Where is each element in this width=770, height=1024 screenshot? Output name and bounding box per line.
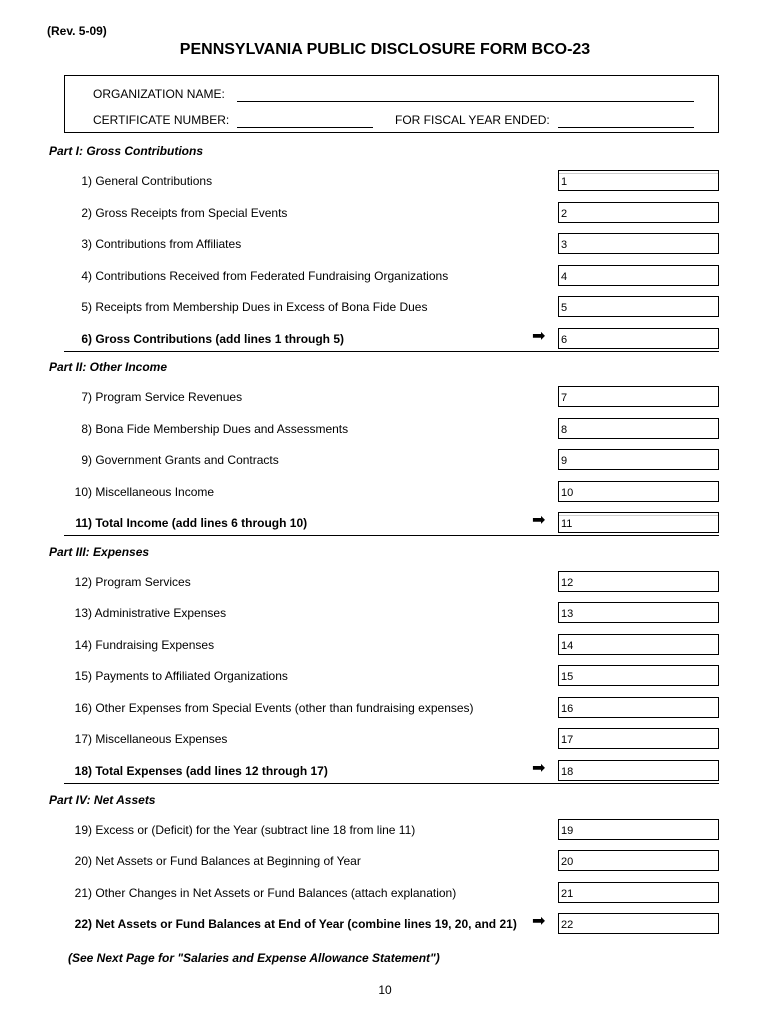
line-17-amount-field[interactable]: 17 xyxy=(558,728,719,749)
line-15-row xyxy=(0,665,770,687)
fiscal-year-field[interactable] xyxy=(558,114,694,128)
next-page-note: (See Next Page for "Salaries and Expense Allowance Statement") xyxy=(68,951,440,965)
line-5-amount-field[interactable]: 5 xyxy=(558,296,719,317)
organization-info-box xyxy=(64,75,719,133)
line-number: 19) xyxy=(74,823,92,837)
line-14-amount-field[interactable]: 14 xyxy=(558,634,719,655)
line-3-row xyxy=(0,233,770,255)
fiscal-year-label: FOR FISCAL YEAR ENDED: xyxy=(395,113,550,127)
line-14-row xyxy=(0,634,770,656)
line-1-row xyxy=(0,170,770,192)
line-number: 9) xyxy=(81,453,92,467)
section-divider xyxy=(64,351,719,352)
line-number: 18) xyxy=(74,764,92,778)
line-12-amount-field[interactable]: 12 xyxy=(558,571,719,592)
line-number: 12) xyxy=(74,575,92,589)
line-21-row xyxy=(0,882,770,904)
line-number: 1) xyxy=(81,174,92,188)
line-13-amount-field[interactable]: 13 xyxy=(558,602,719,623)
page-number: 10 xyxy=(378,983,392,997)
line-label: Other Expenses from Special Events (other than fundraising expenses) xyxy=(95,701,474,715)
section-divider xyxy=(64,535,719,536)
part-4-heading: Part IV: Net Assets xyxy=(49,793,156,807)
line-6-amount-field[interactable]: 6 xyxy=(558,328,719,349)
line-4-row xyxy=(0,265,770,287)
line-number: 5) xyxy=(81,300,92,314)
line-16-row xyxy=(0,697,770,719)
line-number: 15) xyxy=(74,669,92,683)
right-arrow-icon: ➡ xyxy=(532,328,546,345)
org-name-label: ORGANIZATION NAME: xyxy=(93,87,225,101)
line-label: Other Changes in Net Assets or Fund Balances (attach explanation) xyxy=(95,886,457,900)
form-title: PENNSYLVANIA PUBLIC DISCLOSURE FORM BCO-23 xyxy=(179,41,591,58)
line-number: 6) xyxy=(81,332,92,346)
right-arrow-icon: ➡ xyxy=(532,512,546,529)
part-1-heading: Part I: Gross Contributions xyxy=(49,144,204,158)
line-label: Government Grants and Contracts xyxy=(95,453,279,467)
line-number: 4) xyxy=(81,269,92,283)
line-11-row xyxy=(0,512,770,534)
line-16-amount-field[interactable]: 16 xyxy=(558,697,719,718)
line-label: Contributions Received from Federated Fundraising Organizations xyxy=(95,269,449,283)
line-10-amount-field[interactable]: 10 xyxy=(558,481,719,502)
line-label: Administrative Expenses xyxy=(94,606,227,620)
line-number: 14) xyxy=(74,638,92,652)
line-number: 2) xyxy=(81,206,92,220)
line-19-row xyxy=(0,819,770,841)
line-7-row xyxy=(0,386,770,408)
section-divider xyxy=(64,783,719,784)
part-2-heading: Part II: Other Income xyxy=(49,360,168,374)
line-8-amount-field[interactable]: 8 xyxy=(558,418,719,439)
line-number: 7) xyxy=(81,390,92,404)
line-6-row xyxy=(0,328,770,350)
certificate-number-field[interactable] xyxy=(237,114,373,128)
line-20-amount-field[interactable]: 20 xyxy=(558,850,719,871)
line-number: 20) xyxy=(74,854,92,868)
line-label: Bona Fide Membership Dues and Assessments xyxy=(95,422,349,436)
line-number: 17) xyxy=(74,732,92,746)
line-label: Net Assets or Fund Balances at End of Year (combine lines 19, 20, and 21) xyxy=(95,917,517,931)
part-3-heading: Part III: Expenses xyxy=(49,545,150,559)
line-number: 8) xyxy=(81,422,92,436)
line-label: Miscellaneous Income xyxy=(95,485,215,499)
org-name-field[interactable] xyxy=(237,88,694,102)
line-label: Contributions from Affiliates xyxy=(95,237,242,251)
line-label: Program Service Revenues xyxy=(95,390,243,404)
line-12-row xyxy=(0,571,770,593)
line-label: General Contributions xyxy=(95,174,213,188)
line-label: Gross Contributions (add lines 1 through 5) xyxy=(95,332,345,346)
line-15-amount-field[interactable]: 15 xyxy=(558,665,719,686)
line-9-amount-field[interactable]: 9 xyxy=(558,449,719,470)
line-8-row xyxy=(0,418,770,440)
line-9-row xyxy=(0,449,770,471)
line-label: Excess or (Deficit) for the Year (subtract line 18 from line 11) xyxy=(95,823,416,837)
line-11-amount-field[interactable]: 11 xyxy=(558,512,719,533)
line-number: 16) xyxy=(74,701,92,715)
line-22-amount-field[interactable]: 22 xyxy=(558,913,719,934)
line-18-amount-field[interactable]: 18 xyxy=(558,760,719,781)
line-label: Fundraising Expenses xyxy=(95,638,215,652)
line-label: Payments to Affiliated Organizations xyxy=(95,669,288,683)
line-number: 3) xyxy=(81,237,92,251)
line-number: 11) xyxy=(75,516,92,530)
revision-label: (Rev. 5-09) xyxy=(47,24,107,38)
line-17-row xyxy=(0,728,770,750)
line-19-amount-field[interactable]: 19 xyxy=(558,819,719,840)
right-arrow-icon: ➡ xyxy=(532,760,546,777)
line-label: Miscellaneous Expenses xyxy=(95,732,228,746)
right-arrow-icon: ➡ xyxy=(532,913,546,930)
line-number: 13) xyxy=(74,606,92,620)
line-22-row xyxy=(0,913,770,935)
line-label: Net Assets or Fund Balances at Beginning of Year xyxy=(95,854,361,868)
line-20-row xyxy=(0,850,770,872)
line-number: 10) xyxy=(74,485,92,499)
line-number: 22) xyxy=(74,917,92,931)
line-1-amount-field[interactable]: 1 xyxy=(558,170,719,191)
line-label: Total Expenses (add lines 12 through 17) xyxy=(95,764,328,778)
line-label: Receipts from Membership Dues in Excess of Bona Fide Dues xyxy=(95,300,428,314)
line-label: Gross Receipts from Special Events xyxy=(95,206,288,220)
certificate-number-label: CERTIFICATE NUMBER: xyxy=(93,113,230,127)
line-2-amount-field[interactable]: 2 xyxy=(558,202,719,223)
line-2-row xyxy=(0,202,770,224)
line-3-amount-field[interactable]: 3 xyxy=(558,233,719,254)
line-5-row xyxy=(0,296,770,318)
line-7-amount-field[interactable]: 7 xyxy=(558,386,719,407)
line-number: 21) xyxy=(74,886,92,900)
line-label: Program Services xyxy=(95,575,191,589)
line-4-amount-field[interactable]: 4 xyxy=(558,265,719,286)
line-10-row xyxy=(0,481,770,503)
line-13-row xyxy=(0,602,770,624)
line-21-amount-field[interactable]: 21 xyxy=(558,882,719,903)
line-18-row xyxy=(0,760,770,782)
line-label: Total Income (add lines 6 through 10) xyxy=(95,516,308,530)
